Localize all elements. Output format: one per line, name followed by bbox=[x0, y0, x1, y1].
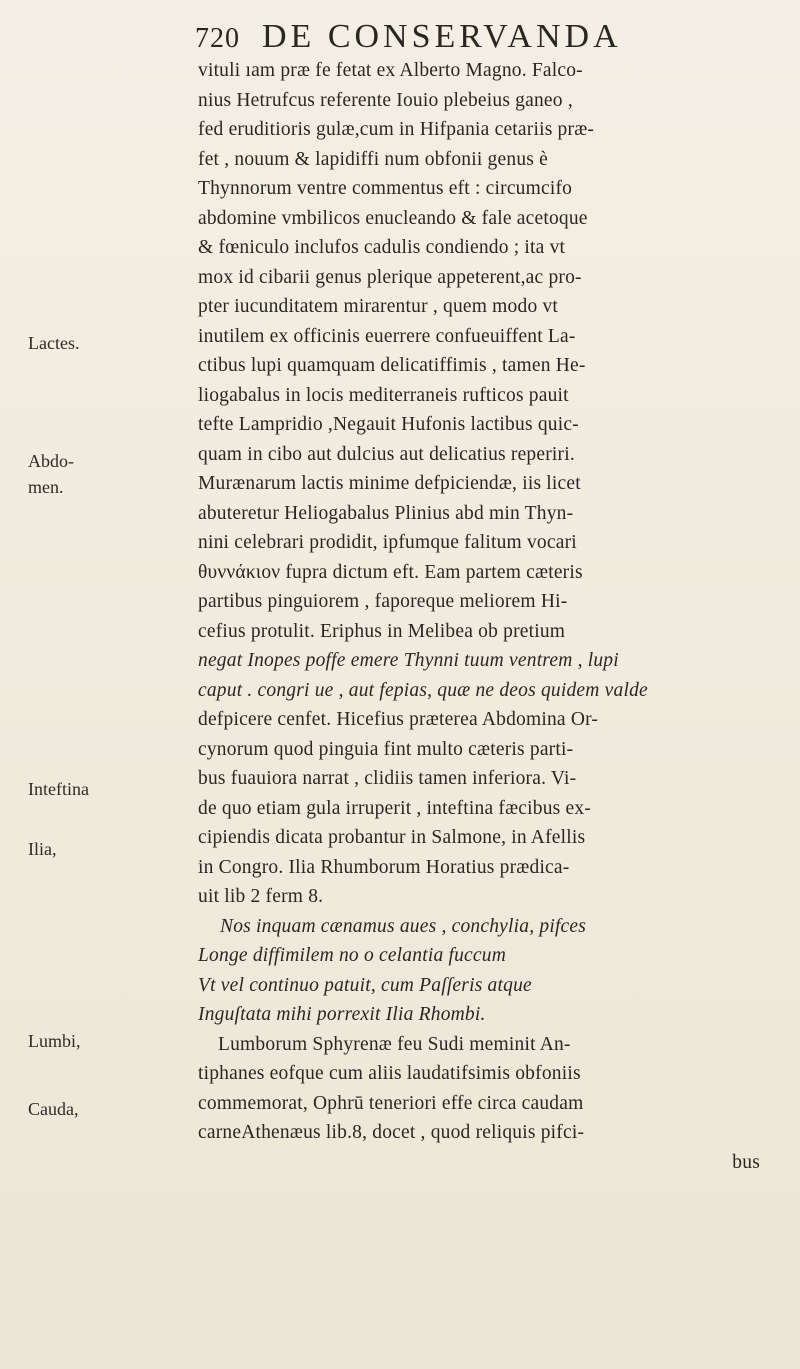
text-line: & fœniculo inclufos cadulis condiendo ; ita vt bbox=[198, 237, 566, 258]
text-line: inutilem ex officinis euerrere confueuiffent La- bbox=[198, 325, 576, 347]
margin-note: Lactes. bbox=[28, 333, 80, 353]
text-line: in Congro. Ilia Rhumborum Horatius prædica- bbox=[198, 856, 570, 878]
text-line: caput . congri ue , aut fepias, quæ ne deos quidem valde bbox=[198, 679, 648, 701]
running-title: DE CONSERVANDA bbox=[262, 18, 622, 55]
margin-note: Inteftina bbox=[28, 779, 89, 799]
text-line: ctibus lupi quamquam delicatiffimis , tamen He- bbox=[198, 355, 586, 376]
text-line: tefte Lampridio ,Negauit Hufonis lactibus quic- bbox=[198, 414, 579, 435]
text-line: Lumborum Sphyrenæ feu Sudi meminit An- bbox=[218, 1033, 571, 1055]
verse-line: Inguſtata mihi porrexit Ilia Rhombi. bbox=[198, 1004, 486, 1025]
text-line: de quo etiam gula irruperit , inteftina fæcibus ex- bbox=[198, 797, 592, 819]
margin-note: Ilia, bbox=[28, 839, 57, 859]
text-line: abuteretur Heliogabalus Plinius abd min Thyn- bbox=[198, 502, 574, 524]
text-line: nini celebrari prodidit, ipfumque falitum vocari bbox=[198, 532, 577, 553]
text-line: cefius protulit. Eriphus in Melibea ob pretium bbox=[198, 620, 566, 642]
text-line: fet , nouum & lapidiffi num obfonii genus è bbox=[198, 148, 548, 170]
verse-line: Longe diffimilem no o celantia fuccum bbox=[198, 945, 506, 966]
text-line: bus fuauiora narrat , clidiis tamen inferiora. Vi- bbox=[198, 768, 577, 789]
text-line: commemorat, Ophrū teneriori effe circa caudam bbox=[198, 1092, 584, 1114]
page-number: 720 bbox=[195, 23, 240, 54]
text-line: tiphanes eofque cum aliis laudatifsimis obfoniis bbox=[198, 1063, 581, 1084]
text-line: cynorum quod pinguia fint multo cæteris parti- bbox=[198, 738, 574, 760]
text-line: defpicere cenfet. Hicefius præterea Abdomina Or- bbox=[198, 709, 599, 730]
text-line: uit lib 2 ferm 8. bbox=[198, 886, 324, 907]
text-line: cipiendis dicata probantur in Salmone, in Afellis bbox=[198, 827, 586, 848]
text-line: partibus pinguiorem , faporeque meliorem Hi- bbox=[198, 591, 568, 612]
text-line: quam in cibo aut dulcius aut delicatius reperiri. bbox=[198, 443, 575, 465]
verse-line: Vt vel continuo patuit, cum Paſſeris atque bbox=[198, 974, 532, 996]
text-line: abdomine vmbilicos enucleando & fale acetoque bbox=[198, 207, 588, 229]
text-line: carneAthenæus lib.8, docet , quod reliquis pifci- bbox=[198, 1122, 585, 1143]
text-line: fed eruditioris gulæ,cum in Hifpania cetariis præ- bbox=[198, 119, 595, 140]
text-line: vituli ıam præ fe fetat ex Alberto Magno. Falco- bbox=[198, 60, 583, 81]
text-line: negat Inopes poffe emere Thynni tuum ventrem , lupi bbox=[198, 650, 619, 671]
text-line: Murænarum lactis minime defpiciendæ, iis licet bbox=[198, 473, 581, 494]
text-line: nius Hetrufcus referente Iouio plebeius ganeo , bbox=[198, 89, 573, 111]
body-text bbox=[198, 56, 768, 1177]
text-line: liogabalus in locis mediterraneis rufticos pauit bbox=[198, 384, 569, 406]
text-line: θυννάκιον fupra dictum eft. Eam partem cæteris bbox=[198, 561, 583, 583]
text-line: pter iucunditatem mirarentur , quem modo vt bbox=[198, 296, 559, 317]
margin-note: Abdo- bbox=[28, 451, 74, 471]
margin-note: Lumbi, bbox=[28, 1031, 81, 1051]
verse-line: Nos inquam cænamus aues , conchylia, pifces bbox=[220, 915, 587, 937]
text-line: Thynnorum ventre commentus eft : circumcifo bbox=[198, 178, 573, 199]
margin-note: men. bbox=[28, 477, 64, 497]
text-line: mox id cibarii genus plerique appeterent,ac pro- bbox=[198, 266, 582, 288]
catchword: bus bbox=[732, 1151, 760, 1173]
margin-note: Cauda, bbox=[28, 1099, 79, 1119]
